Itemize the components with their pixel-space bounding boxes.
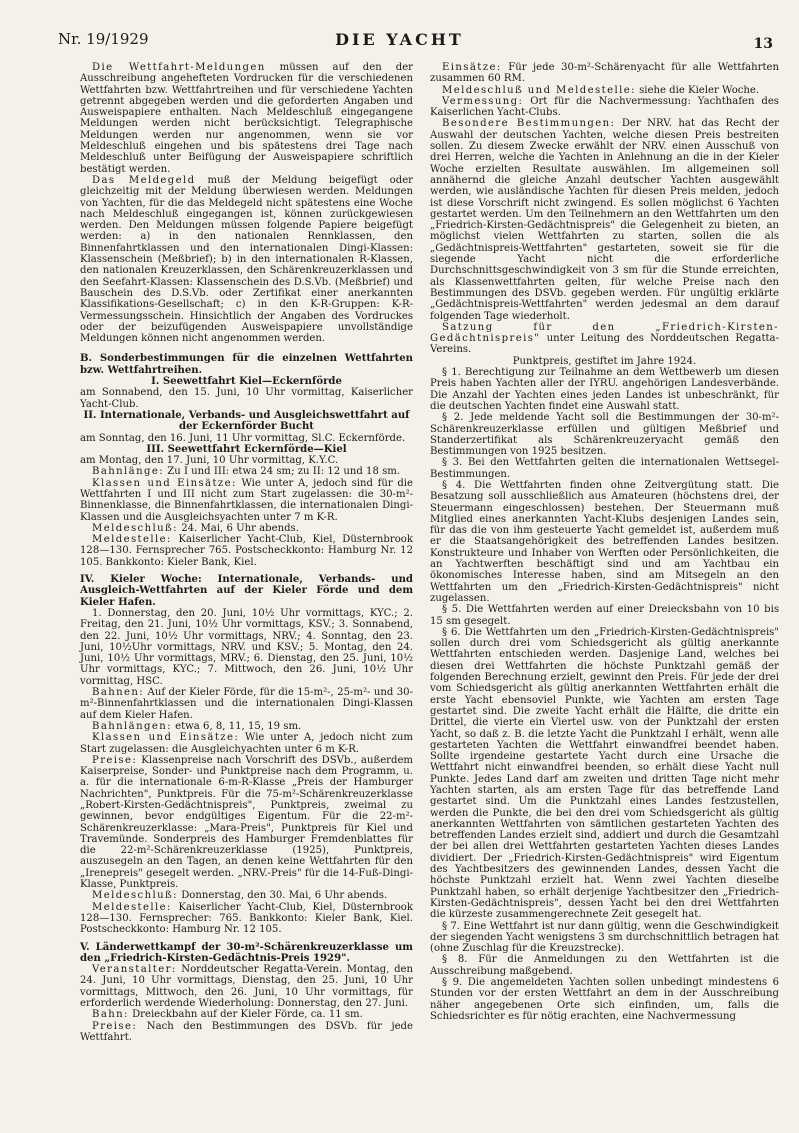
- right-column: [430, 62, 779, 1022]
- paragraph: § 9. Die angemeldeten Yachten sollen unbedingt mindestens 6 Stunden vor der ersten Wettfahrt an dem in der Ausschreibung näher angegebenen Orte sich einfinden, um, falls die Schiedsrichter es für nötig erachten, eine Nachvermessung: [430, 977, 779, 1022]
- paragraph: am Sonntag, den 16. Juni, 11 Uhr vormittag, Sl.C. Eckernförde.: [80, 432, 406, 444]
- paragraph: § 1. Berechtigung zur Teilnahme an dem Wettbewerb um diesen Preis haben Yachten aller der IYRU. angehörigen Landesverbände. Die Anzahl der Yachten eines jeden Landes ist unbeschränkt, für die deutschen Yachten findet eine Auswahl statt.: [430, 367, 779, 412]
- paragraph: Meldestelle: Kaiserlicher Yacht-Club, Kiel, Düsternbrook 128—130. Fernsprecher: 765. Bankkonto: Kieler Bank, Kiel. Postscheckkonto: Hamburg Nr. 12 105.: [80, 901, 413, 936]
- paragraph: Veranstalter: Norddeutscher Regatta-Verein. Montag, den 24. Juni, 10 Uhr vormittags, Dienstag, den 25. Juni, 10 Uhr vormittags, Mittwoch, den 26. Juni, 10 Uhr vormittags, für erforderlich werdende Wiederholung: Donnerstag, den 27. Juni.: [80, 964, 413, 1010]
- paragraph: Das Meldegeld muß der Meldung beigefügt oder gleichzeitig mit der Meldung überwiesen werden. Meldungen von Yachten, für die das Meldegeld nicht spätestens eine Woche nach Meldeschluß eingegangen ist, können zurückgewiesen werden. Den Meldungen müssen folgende Papiere beigefügt werden: a) in den nationalen Rennklassen, den Binnenfahrtklassen und den internationalen Dingi-Klassen: Klassenschein (Meßbrief); b) in den internationalen R-Klassen, den nationalen Kreuzerklassen, den Schärenkreuzerklassen und den Seefahrt-Klassen: Klassenschein des D.S.Vb. (Meßbrief) und Bauschein des D.S.Vb. oder Zertifikat einer anerkannten Klassifikations-Gesellschaft; c) in den K-R-Gruppen: K-R-Vermessungsschein. Hinsichtlich der Angaben des Vordruckes oder der beizufügenden Ausweispapiere unvollständige Meldungen können nicht angenommen werden.: [80, 174, 414, 345]
- paragraph: Vermessung: Ort für die Nachvermessung: Yachthafen des Kaiserlichen Yacht-Clubs.: [430, 95, 779, 119]
- paragraph: Meldestelle: Kaiserlicher Yacht-Club, Kiel, Düsternbrook 128—130. Fernsprecher 765. Postscheckkonto: Hamburg Nr. 12 105. Bankkonto: Kieler Bank, Kiel.: [80, 534, 413, 568]
- paragraph: Bahnlänge: Zu I und III: etwa 24 sm; zu II: 12 und 18 sm.: [92, 466, 401, 478]
- section-heading: V. Länderwettkampf der 30-m²-Schärenkreuzerklasse um den „Friedrich-Kirsten-Gedächtnis-Preis 1929".: [80, 941, 413, 964]
- paragraph: Preise: Nach den Bestimmungen des DSVb. für jede Wettfahrt.: [80, 1020, 413, 1043]
- paragraph: am Montag, den 17. Juni, 10 Uhr vormittag, K.Y.C.: [80, 455, 339, 467]
- section-heading: II. Internationale, Verbands- und Ausgleichswettfahrt auf der Eckernförder Bucht: [83, 409, 410, 433]
- paragraph: Preise: Klassenpreise nach Vorschrift des DSVb., außerdem Kaiserpreise, Sonder- und Punktpreise nach dem Programm, u. a. für die internationale 6-m-R-Klasse „Preis der Hamburger Nachrichten", Punktpreis. Für die 75-m²-Schärenkreuzerklasse „Robert-Kirsten-Gedächtnispreis", Punktpreis, zweimal zu gewinnen, bevor endgültiges Eigentum. Für die 22-m²-Schärenkreuzerklasse: „Mara-Preis", Punktpreis für Kiel und Travemünde. Sonderpreis des Hamburger Fremdenblattes für die 22-m²-Schärenkreuzerklasse (1925), Punktpreis, auszusegeln an den Tagen, an denen keine Wettfahrten für den „Irenepreis" gesegelt werden. „NRV.-Preis" für die 14-Fuß-Dingi-Klasse, Punktpreis.: [80, 754, 414, 891]
- paragraph: § 6. Die Wettfahrten um den „Friedrich-Kirsten-Gedächtnispreis" sollen durch drei vom Schiedsgericht als gültig anerkannte Wettfahrten entschieden werden. Dasjenige Land, welches bei diesen drei Wettfahrten die höchste Punktzahl gemäß der folgenden Berechnung erzielt, gewinnt den Preis. Für jede der drei vom Schiedsgericht als gültig anerkannten Wettfahrten erhält die erste Yacht ebensoviel Punkte, wie Yachten am ersten Tage gestartet sind. Die zweite Yacht erhält die Hälfte, die dritte ein Drittel, die vierte ein Viertel usw. von der Punktzahl der ersten Yacht, so daß z. B. die letzte Yacht die Punktzahl I erhält, wenn alle gestarteten Yachten die Wettfahrt einwandfrei beendet haben. Sollte irgendeine gestartete Yacht durch eine Ursache die Wettfahrt nicht einwandfrei beenden, so erhält diese Yacht null Punkte. Jedes Land darf am zweiten und dritten Tage nicht mehr Yachten starten, als am ersten Tage für das betreffende Land gestartet sind. Um die Punktzahl eines Landes festzustellen, werden die Punkte, die bei den drei vom Schiedsgericht als gültig anerkannten Wettfahrten von sämtlichen gestarteten Yachten des betreffenden Landes erzielt sind, addiert und durch die Gesamtzahl der bei allen drei Wettfahrten gestarteten Yachten dieses Landes dividiert. Der „Friedrich-Kirsten-Gedächtnispreis" wird Eigentum des Yachtbesitzers des gewinnenden Landes, dessen Yacht die höchste Punktzahl erzielt hat. Wenn zwei Yachten dieselbe Punktzahl haben, so erhält derjenige Yachtbesitzer den „Friedrich-Kirsten-Gedächtnispreis", dessen Yacht bei den drei Wettfahrten die kürzeste zusammengerechnete Zeit gesegelt hat.: [430, 626, 779, 921]
- section-heading: IV. Kieler Woche: Internationale, Verbands- und Ausgleich-Wettfahrten auf der Kieler Förde und dem Kieler Hafen.: [80, 574, 413, 608]
- paragraph: Bahn: Dreieckbahn auf der Kieler Förde, ca. 11 sm.: [92, 1009, 363, 1021]
- issue-number: Nr. 19/1929: [58, 30, 149, 48]
- paragraph: Meldeschluß: Donnerstag, den 30. Mai, 6 Uhr abends.: [92, 890, 388, 902]
- paragraph: § 3. Bei den Wettfahrten gelten die internationalen Wettsegel-Bestimmungen.: [430, 457, 779, 480]
- subheading: Punktpreis, gestiftet im Jahre 1924.: [512, 355, 697, 367]
- paragraph: § 4. Die Wettfahrten finden ohne Zeitvergütung statt. Die Besatzung soll ausschließlich aus Amateuren (höchstens drei, der Steuermann eingeschlossen) bestehen. Der Steuermann muß Mitglied eines anerkannten Yacht-Klubs desjenigen Landes sein, für das die von ihm gesteuerte Yacht gemeldet ist, außerdem muß er die Staatsangehörigkeit des betreffenden Landes besitzen. Konstrukteure und Inhaber von Werften oder Persönlichkeiten, die an Yachtwerften beschäftigt sind und am Yachtbau ein ökonomisches Interesse haben, sind am Mitsegeln an den Wettfahrten um den „Friedrich-Kirsten-Gedächtnispreis" nicht zugelassen.: [430, 479, 779, 604]
- paragraph: am Sonnabend, den 15. Juni, 10 Uhr vormittag, Kaiserlicher Yacht-Club.: [80, 387, 413, 410]
- section-heading: I. Seewettfahrt Kiel—Eckernförde: [151, 376, 342, 388]
- paragraph: § 8. Für die Anmeldungen zu den Wettfahrten ist die Ausschreibung maßgebend.: [430, 954, 779, 977]
- left-column: [80, 62, 413, 1043]
- paragraph: Klassen und Einsätze: Wie unter A, jedoch nicht zum Start zugelassen: die Ausgleichyachten unter 6 m K-R.: [80, 732, 413, 755]
- paragraph: Meldeschluß: 24. Mai, 6 Uhr abends.: [92, 522, 299, 534]
- paragraph: § 2. Jede meldende Yacht soll die Bestimmungen der 30-m²- Schärenkreuzerklasse erfüllen und gültigen Meßbrief und Standerzertifikat als Schärenkreuzeryacht gemäß den Bestimmungen von 1925 besitzen.: [430, 412, 779, 458]
- paragraph: Einsätze: Für jede 30-m²-Schärenyacht für alle Wettfahrten zusammen 60 RM.: [430, 62, 780, 85]
- paragraph: Bahnlängen: etwa 6, 8, 11, 15, 19 sm.: [92, 720, 302, 732]
- magazine-title: DIE YACHT: [335, 30, 464, 49]
- paragraph: Meldeschluß und Meldestelle: siehe die Kieler Woche.: [442, 84, 760, 96]
- paragraph: Satzung für den „Friedrich-Kirsten-Gedächtnispreis" unter Leitung des Norddeutschen Regatta-Vereins.: [430, 321, 779, 356]
- section-heading: III. Seewettfahrt Eckernförde—Kiel: [146, 443, 347, 455]
- paragraph: Besondere Bestimmungen: Der NRV. hat das Recht der Auswahl der deutschen Yachten, welche diesen Preis bestreiten sollen. Zu diesem Zwecke erwählt der NRV. einen Ausschuß von drei Herren, welche die Yachten in Anlehnung an die in der Kieler Woche erzielten Resultate auswählen. Im allgemeinen soll annähernd die gleiche Anzahl deutscher Yachten ausgewählt werden, wie ausländische Yachten für diesen Preis melden, jedoch ist diese Vorschrift nicht zwingend. Es sollen möglichst 6 Yachten gestartet werden. Um den Teilnehmern an den Wettfahrten um den „Friedrich-Kirsten-Gedächtnispreis" die Gelegenheit zu bieten, an möglichst vielen Wettfahrten zu starten, sollen die als „Gedächtnispreis-Wettfahrten" gestarteten, soweit sie für die siegende Yacht nicht die erforderliche Durchschnittsgeschwindigkeit von 3 sm für die Stunde erreichten, als Klassenwettfahrten gelten, für welche Preise nach den Bestimmungen des DSVb. gegeben werden. Für ungültig erklärte „Gedächtnispreis-Wettfahrten" werden jedesmal an dem darauf folgenden Tage wiederholt.: [430, 118, 779, 322]
- paragraph: Bahnen: Auf der Kieler Förde, für die 15-m²-, 25-m²- und 30-m²-Binnenfahrtklassen und die internationalen Dingi-Klassen auf dem Kieler Hafen.: [80, 687, 413, 721]
- paragraph: Die Wettfahrt-Meldungen müssen auf den der Ausschreibung angehefteten Vordrucken für die verschiedenen Wettfahrten bzw. Wettfahrtreihen und für verschiedene Yachten getrennt abgegeben werden und die geforderten Angaben und Ausweispapiere enthalten. Nach Meldeschluß eingegangene Meldungen werden nicht berücksichtigt. Telegraphische Meldungen werden nur angenommen, wenn sie vor Meldeschluß eingehen und bis spätestens drei Tage nach Meldeschluß unter Beifügung der Ausweispapiere schriftlich bestätigt werden.: [80, 62, 414, 175]
- section-heading: B. Sonderbestimmungen für die einzelnen Wettfahrten bzw. Wettfahrtreihen.: [80, 353, 413, 376]
- paragraph: § 7. Eine Wettfahrt ist nur dann gültig, wenn die Geschwindigkeit der siegenden Yacht wenigstens 3 sm durchschnittlich betragen hat (ohne Zuschlag für die Kreuzstrecke).: [430, 920, 779, 955]
- paragraph: § 5. Die Wettfahrten werden auf einer Dreiecksbahn von 10 bis 15 sm gesegelt.: [430, 604, 779, 627]
- paragraph: Klassen und Einsätze: Wie unter A, jedoch sind für die Wettfahrten I und III nicht zum Start zugelassen: die 30-m²-Binnenklasse, die Binnenfahrtklassen, die internationalen Dingi-Klassen und die Ausgleichsyachten unter 7 m K-R.: [80, 477, 413, 523]
- paragraph: 1. Donnerstag, den 20. Juni, 10½ Uhr vormittags, KYC.; 2. Freitag, den 21. Juni, 10½ Uhr vormittags, KSV.; 3. Sonnabend, den 22. Juni, 10½ Uhr vormittags, NRV.; 4. Sonntag, den 23. Juni, 10½Uhr vormittags, NRV. und KSV.; 5. Montag, den 24. Juni, 10½ Uhr vormittags, MRV.; 6. Dienstag, den 25. Juni, 10½ Uhr vormittags, KYC.; 7. Mittwoch, den 26. Juni, 10½ Uhr vormittag, HSC.: [80, 607, 413, 687]
- page-number: 13: [753, 36, 773, 52]
